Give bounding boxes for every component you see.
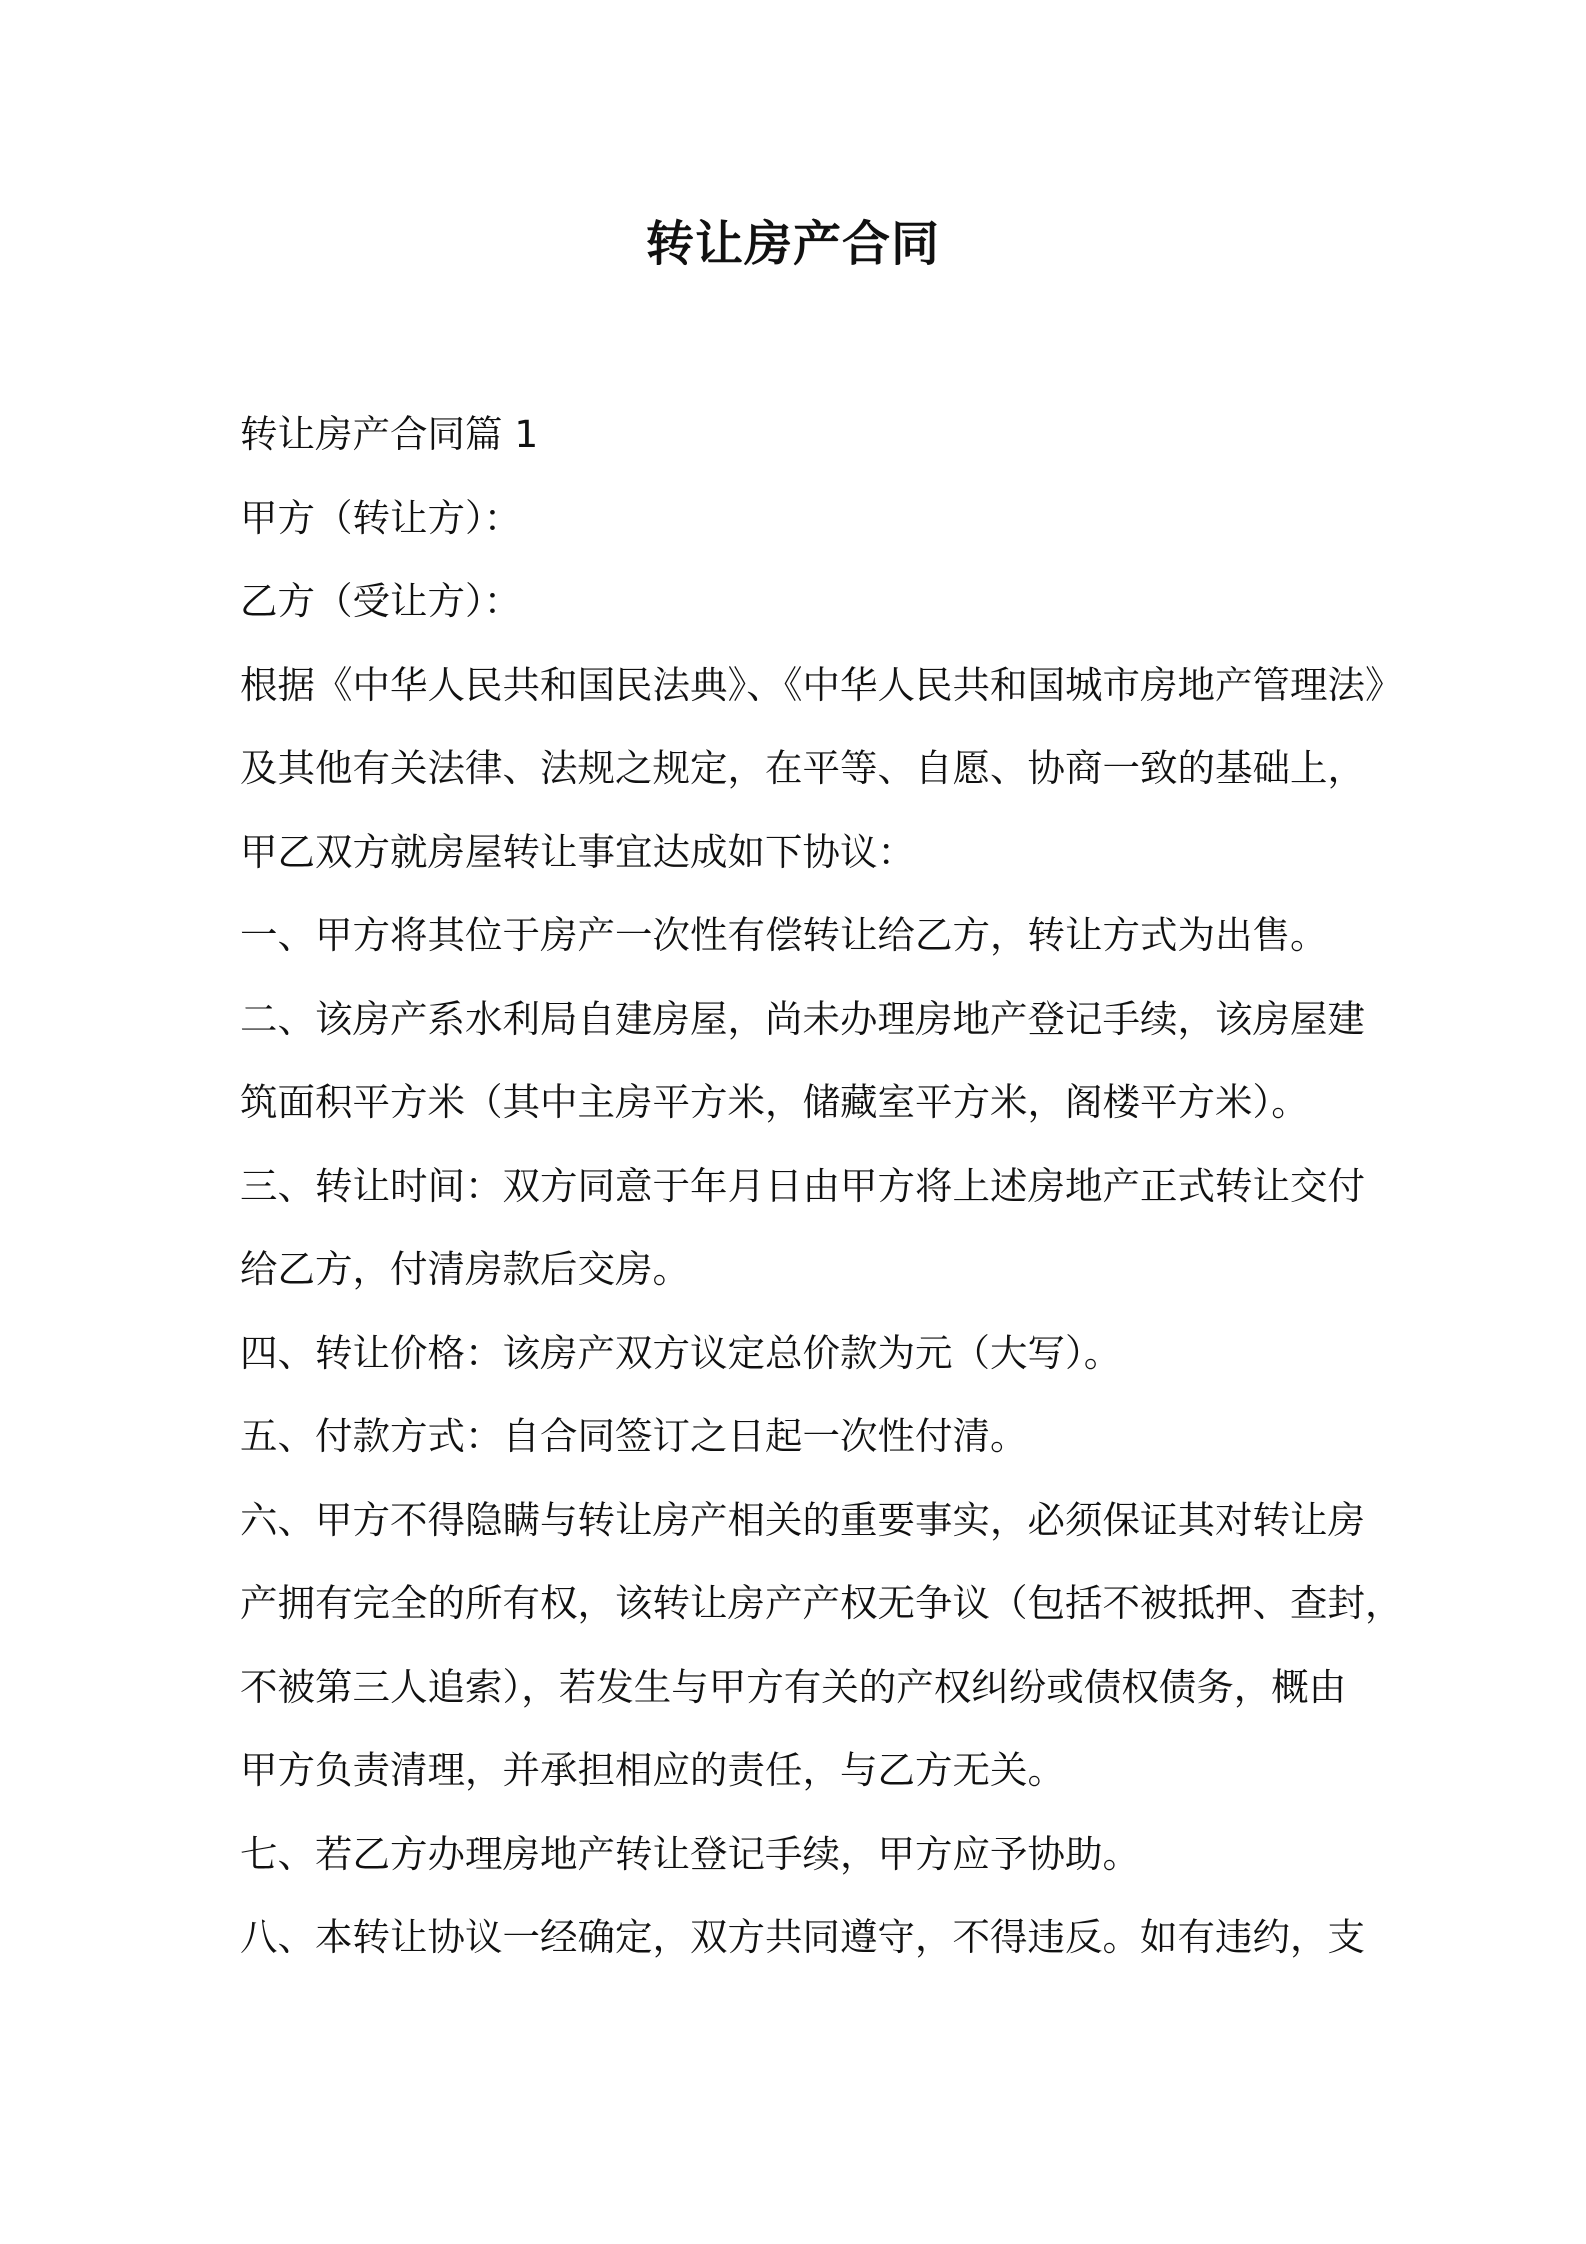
- clause-line: 不被第三人追索），若发生与甲方有关的产权纠纷或债权债务，概由: [240, 1664, 1347, 1709]
- party-a-line: 甲方（转让方）：: [240, 495, 522, 540]
- clause-line: 一、甲方将其位于房产一次性有偿转让给乙方，转让方式为出售。: [240, 913, 1328, 957]
- paragraph-line: 及其他有关法律、法规之规定，在平等、自愿、协商一致的基础上，: [240, 746, 1365, 790]
- paragraph-line: 甲乙双方就房屋转让事宜达成如下协议：: [240, 829, 915, 874]
- clause-line: 三、转让时间：双方同意于年月日由甲方将上述房地产正式转让交付: [240, 1163, 1365, 1208]
- clause-line: 八、本转让协议一经确定，双方共同遵守，不得违反。如有违约，支: [240, 1915, 1365, 1959]
- clause-line: 产拥有完全的所有权，该转让房产产权无争议（包括不被抵押、查封，: [240, 1581, 1403, 1625]
- section-heading: 转让房产合同篇 1: [240, 412, 539, 456]
- clause-line: 六、甲方不得隐瞒与转让房产相关的重要事实，必须保证其对转让房: [240, 1497, 1365, 1542]
- party-b-line: 乙方（受让方）：: [240, 579, 522, 623]
- document-title: 转让房产合同: [645, 216, 940, 272]
- document-body: [240, 405, 1403, 1992]
- clause-line: 二、该房产系水利局自建房屋，尚未办理房地产登记手续，该房屋建: [240, 996, 1365, 1041]
- clause-line: 七、若乙方办理房地产转让登记手续，甲方应予协助。: [240, 1831, 1140, 1876]
- clause-line: 给乙方，付清房款后交房。: [240, 1247, 690, 1291]
- clause-line: 四、转让价格：该房产双方议定总价款为元（大写）。: [240, 1330, 1122, 1375]
- clause-line: 五、付款方式：自合同签订之日起一次性付清。: [240, 1414, 1028, 1458]
- clause-line: 甲方负责清理，并承担相应的责任，与乙方无关。: [240, 1748, 1065, 1792]
- clause-line: 筑面积平方米（其中主房平方米，储藏室平方米，阁楼平方米）。: [240, 1080, 1309, 1124]
- paragraph-line: 根据《中华人民共和国民法典》、《中华人民共和国城市房地产管理法》: [240, 662, 1403, 707]
